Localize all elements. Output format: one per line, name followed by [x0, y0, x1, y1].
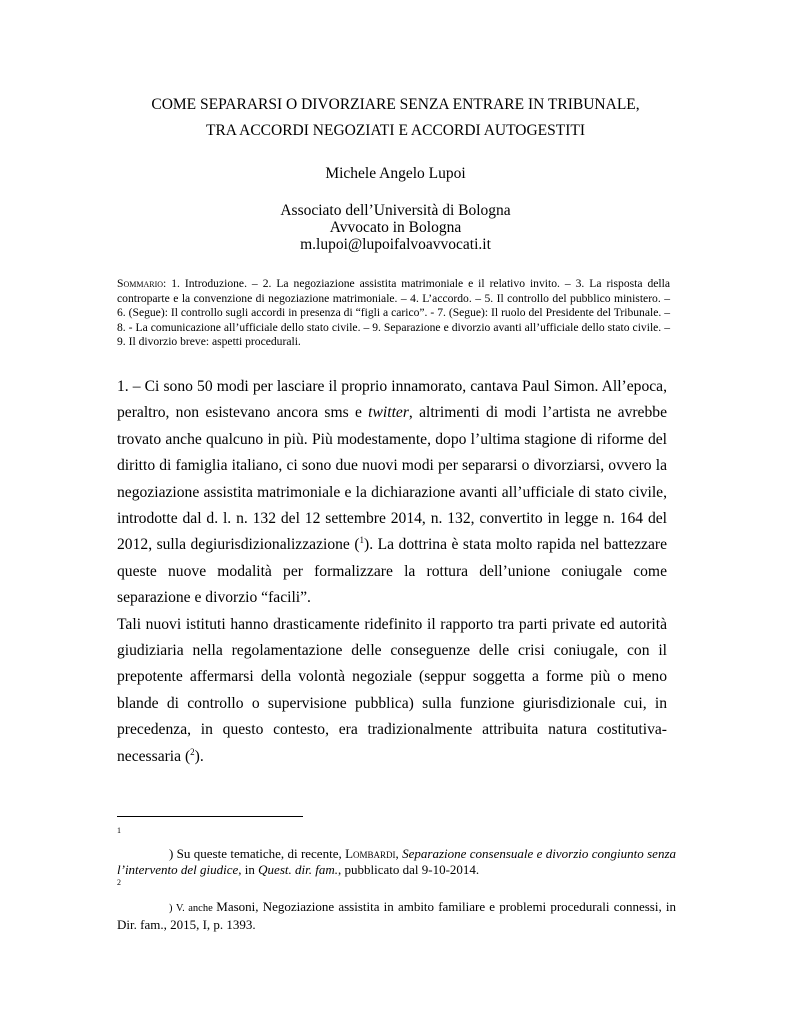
paragraph-2-text-a: Tali nuovi istituti hanno drasticamente ridefinito il rapporto tra parti private ed autorità giudiziaria nella regolamentazione delle conseguenze delle crisi coniugale, con il prepotente affermarsi della volontà negoziale (seppur soggetta a forme più o meno blande di controllo o supervisione pubblica) sulla funzione giurisdizionale cui, in precedenza, in questo contesto, era tradizionalmente attribuita natura costitutiva-necessaria (: [117, 615, 667, 765]
author-email: m.lupoi@lupoifalvoavvocati.it: [300, 236, 491, 253]
footnote-separator: [117, 816, 303, 817]
footnote-1-post: , pubblicato dal 9-10-2014.: [337, 862, 480, 877]
title-line-2: TRA ACCORDI NEGOZIATI E ACCORDI AUTOGESTITI: [205, 122, 586, 139]
summary-text: : 1. Introduzione. – 2. La negoziazione assistita matrimoniale e il relativo invito. – 3. La risposta della controparte e la convenzione di negoziazione matrimoniale. – 4. L’accordo. – 5. Il controllo del pubblico ministero. – 6. (Segue): Il controllo sugli accordi in presenza di “figli a carico”. - 7. (Segue): Il ruolo del Presidente del Tribunale. – 8. - La comunicazione all’ufficiale dello stato civile. – 9. Separazione e divorzio avanti all’ufficiale dello stato civile. – 9. Il divorzio breve: aspetti procedurali.: [117, 277, 670, 349]
footnote-1-author: Lombardi: [345, 846, 396, 861]
footnote-1-title: Separazione consensuale e divorzio congiunto senza l’intervento del giudice: [117, 846, 676, 877]
body-text: [117, 374, 667, 770]
footnote-ref-1[interactable]: 1: [359, 535, 365, 546]
author-affiliation: Associato dell’Università di Bologna: [280, 202, 511, 219]
summary: [117, 277, 670, 350]
footnote-2-text: Masoni, Negoziazione assistita in ambito familiare e problemi procedurali connessi, in Dir. fam., 2015, I, p. 1393.: [117, 899, 676, 932]
title-line-1: COME SEPARARSI O DIVORZIARE SENZA ENTRARE IN TRIBUNALE,: [151, 96, 640, 113]
footnote-1-sep: ,: [395, 846, 403, 861]
paragraph-1: [117, 374, 667, 612]
paragraph-1-text-b: , altrimenti di modi l’artista ne avrebbe trovato anche qualcuno in più. Più modestamente, dopo l’ultima stagione di riforme del diritto di famiglia italiano, ci sono due nuovi modi per separarsi o divorziarsi, ovvero la negoziazione assistita matrimoniale e la dichiarazione avanti all’ufficiale di stato civile, introdotte dal d. l. n. 132 del 12 settembre 2014, n. 132, convertito in legge n. 164 del 2012, sulla degiurisdizionalizzazione (: [117, 404, 667, 554]
footnote-1: [117, 846, 676, 878]
footnote-2-pre: ) V. anche: [169, 903, 217, 914]
paragraph-1-italic: twitter: [368, 404, 409, 422]
paragraph-2: [117, 612, 667, 770]
author-role: Avvocato in Bologna: [329, 219, 462, 236]
footnote-1-number: 1: [117, 826, 121, 835]
footnote-2-number: 2: [117, 878, 121, 887]
footnote-2: [117, 899, 676, 933]
summary-label: Sommario: [117, 277, 164, 290]
paragraph-1-text-a: 1. – Ci sono 50 modi per lasciare il proprio innamorato, cantava Paul Simon. All’epoca, peraltro, non esistevano ancora sms e: [117, 378, 667, 422]
paragraph-2-text-b: ).: [194, 747, 204, 765]
footnote-1-source: Quest. dir. fam.: [258, 862, 338, 877]
footnote-1-pre: ) Su queste tematiche, di recente,: [169, 846, 346, 861]
footnote-ref-2[interactable]: 2: [190, 746, 195, 757]
author-name: Michele Angelo Lupoi: [325, 165, 466, 182]
footnote-1-mid: , in: [238, 862, 259, 877]
paragraph-1-text-c: ). La dottrina è stata molto rapida nel battezzare queste nuove modalità per formalizzare la rottura dell’unione coniugale come separazione e divorzio “facili”.: [117, 536, 667, 607]
